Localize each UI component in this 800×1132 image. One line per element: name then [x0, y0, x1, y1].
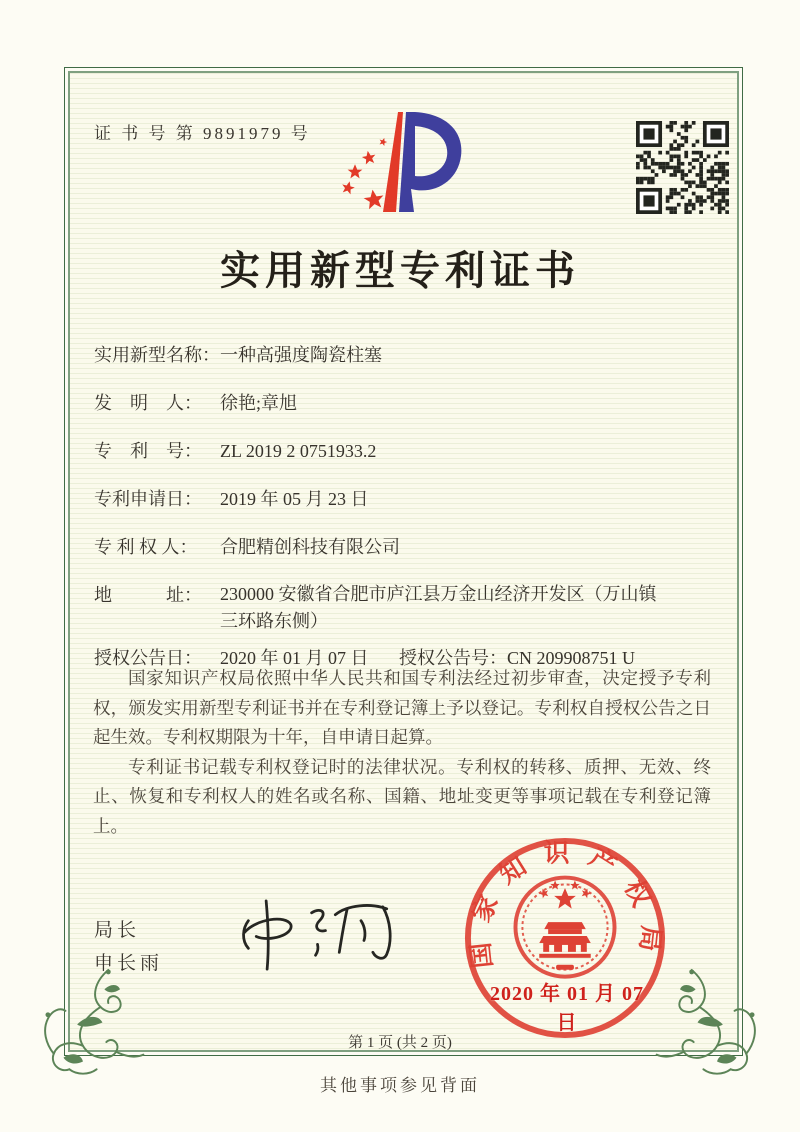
field-value: 一种高强度陶瓷柱塞 — [220, 345, 382, 365]
legal-paragraph-1: 国家知识产权局依照中华人民共和国专利法经过初步审查，决定授予专利权，颁发实用新型专利证书并在专利登记簿上予以登记。专利权自授权公告之日起生效。专利权期限为十年，自申请日起算。 — [93, 668, 711, 747]
field-label: 专 利 权 人： — [94, 537, 198, 557]
corner-flourish-icon — [16, 968, 148, 1080]
field-label: 地 址： — [94, 585, 202, 605]
field-patentee — [94, 533, 724, 562]
see-back-note: 其他事项参见背面 — [320, 1076, 480, 1095]
qr-code — [636, 121, 729, 214]
field-value: 徐艳;章旭 — [220, 393, 298, 413]
seal-date: 2020 年 01 月 07 日 — [490, 983, 644, 1034]
page-number-note: 第 1 页 (共 2 页) — [348, 1035, 452, 1051]
field-label: 专利申请日： — [94, 489, 202, 509]
field-value: 2020 年 01 月 07 日 — [220, 648, 369, 668]
field-value: ZL 2019 2 0751933.2 — [220, 441, 377, 461]
field-filing-date — [94, 485, 724, 514]
china-national-emblem-icon — [515, 878, 614, 977]
field-value: 230000 安徽省合肥市庐江县万金山经济开发区（万山镇三环路东侧） — [220, 584, 657, 631]
page-title: 实用新型专利证书 — [220, 248, 580, 293]
cnipa-logo-icon — [336, 110, 466, 216]
field-value: 合肥精创科技有限公司 — [220, 537, 400, 557]
field-label: 实用新型名称： — [94, 345, 220, 365]
field-label: 授权公告日： — [94, 648, 202, 668]
field-value: 2019 年 05 月 23 日 — [220, 489, 369, 509]
signature-shen-changyu-icon — [233, 893, 408, 977]
signer-name: 申长雨 — [94, 953, 164, 974]
field-patent-number — [94, 437, 724, 466]
field-address — [94, 581, 724, 635]
field-inventor — [94, 389, 724, 418]
legal-text — [93, 664, 711, 841]
signer-title: 局长 — [94, 920, 141, 941]
corner-flourish-icon — [652, 968, 784, 1080]
field-label: 专 利 号： — [94, 441, 202, 461]
field-utility-model-name — [94, 341, 724, 370]
seal-ring-text: 国家知识产权局 — [464, 838, 666, 970]
field-label: 发 明 人： — [94, 393, 202, 413]
field-value: CN 209908751 U — [507, 648, 636, 668]
field-label: 授权公告号： — [399, 648, 507, 668]
field-list — [94, 341, 724, 692]
legal-paragraph-2: 专利证书记载专利权登记时的法律状况。专利权的转移、质押、无效、终止、恢复和专利权人的姓名或名称、国籍、地址变更等事项记载在专利登记簿上。 — [93, 756, 711, 836]
certificate-number: 证 书 号 第 9891979 号 — [94, 124, 311, 143]
